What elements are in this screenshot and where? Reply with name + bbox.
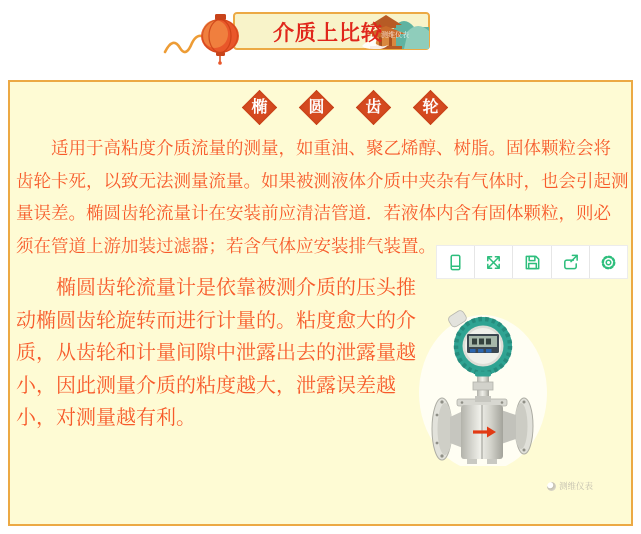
brand-logo-icon	[547, 482, 556, 491]
paragraph-line: 小，对测量越有利。	[16, 407, 196, 429]
banner-brand-watermark: 测维仪表	[381, 32, 409, 39]
share-icon	[561, 253, 580, 272]
paragraph-1	[16, 132, 630, 262]
paragraph-line: 椭圆齿轮流量计是依靠被测介质的压头推	[56, 277, 416, 299]
share-button[interactable]	[551, 246, 589, 278]
save-icon	[523, 253, 542, 272]
flow-meter-image	[417, 298, 547, 466]
fullscreen-button[interactable]	[474, 246, 512, 278]
mobile-preview-button[interactable]	[437, 246, 474, 278]
title-diamond-1: 椭	[242, 90, 277, 125]
paragraph-line: 小，因此测量介质的粘度越大，泄露误差越	[16, 374, 396, 397]
save-button[interactable]	[512, 246, 550, 278]
lantern-icon	[160, 8, 255, 66]
content-card	[8, 80, 633, 526]
title-diamond-4: 轮	[413, 90, 448, 125]
mobile-icon	[446, 253, 465, 272]
image-viewer-toolbar	[436, 245, 628, 279]
fullscreen-icon	[484, 253, 503, 272]
gear-icon	[599, 253, 618, 272]
title-diamond-2: 圆	[299, 90, 334, 125]
paragraph-line: 质，从齿轮和计量间隙中泄露出去的泄露量越	[16, 342, 416, 364]
banner-title: 介质上比较	[273, 22, 383, 45]
title-diamond-3: 齿	[356, 90, 391, 125]
paragraph-line: 适用于高粘度介质流量的测量，如重油、聚乙烯醇、树脂。固体颗粒会将	[51, 138, 611, 158]
paragraph-line: 齿轮卡死，以致无法测量流量。如果被测液体介质中夹杂有气体时，也会引起测	[16, 170, 629, 191]
paragraph-line: 量误差。椭圆齿轮流量计在安装前应清洁管道．若液体内含有固体颗粒，则必	[16, 203, 611, 223]
paragraph-line: 须在管道上游加装过滤器；若含气体应安装排气装置。	[16, 235, 436, 256]
image-brand-watermark: 测维仪表	[547, 480, 593, 492]
paragraph-2	[16, 272, 436, 435]
settings-button[interactable]	[589, 246, 627, 278]
paragraph-line: 动椭圆齿轮旋转而进行计量的。粘度愈大的介	[16, 309, 416, 332]
